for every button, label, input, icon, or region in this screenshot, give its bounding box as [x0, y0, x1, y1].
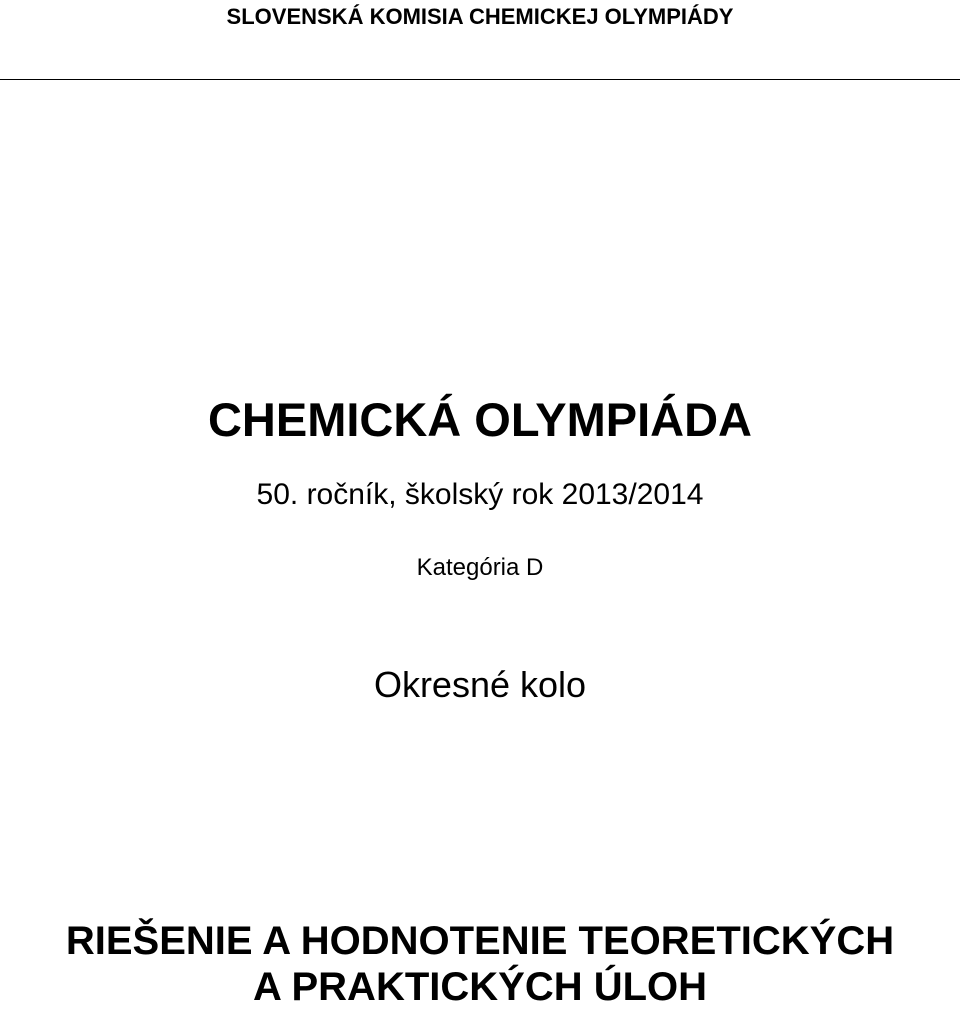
solutions-heading-line-1: RIEŠENIE A HODNOTENIE TEORETICKÝCH: [65, 919, 895, 963]
solutions-heading-line-2: A PRAKTICKÝCH ÚLOH: [252, 965, 708, 1009]
round-label: Okresné kolo: [373, 664, 587, 705]
solutions-heading: [0, 918, 960, 1010]
header-divider: [0, 79, 960, 80]
document-title: CHEMICKÁ OLYMPIÁDA: [207, 393, 752, 446]
edition-subtitle: 50. ročník, školský rok 2013/2014: [256, 478, 704, 511]
organization-header: SLOVENSKÁ KOMISIA CHEMICKEJ OLYMPIÁDY: [226, 4, 734, 29]
category-label: Kategória D: [416, 554, 544, 581]
